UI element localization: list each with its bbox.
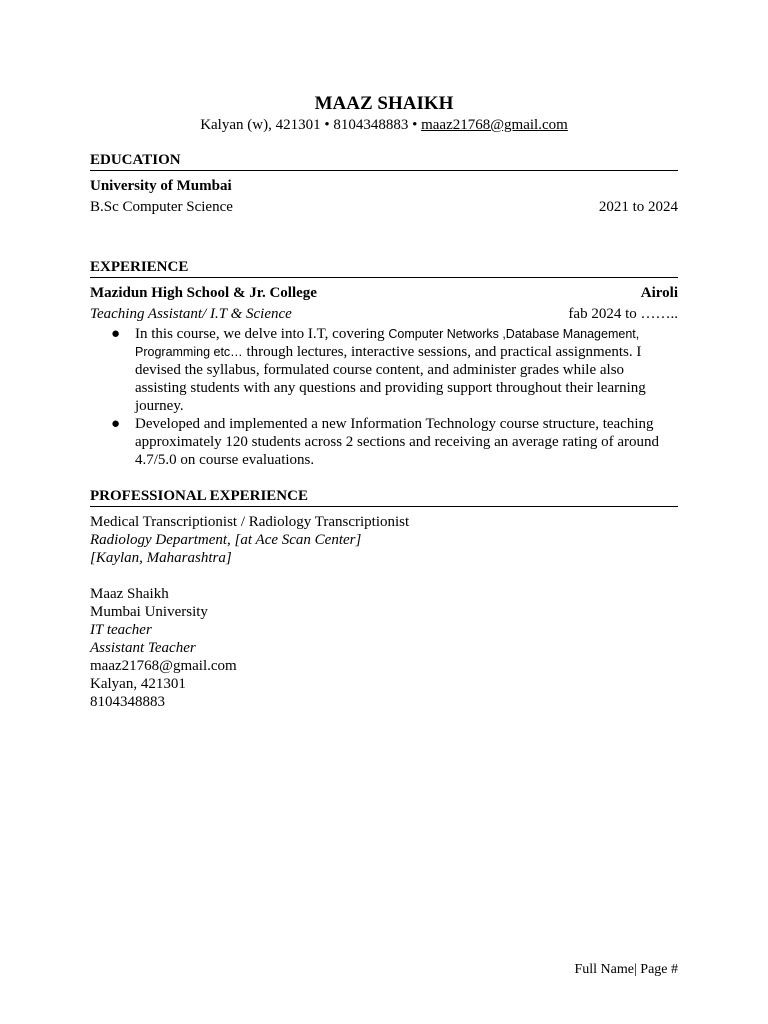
- professional-title: Medical Transcriptionist / Radiology Transcriptionist: [90, 514, 410, 530]
- list-item: [111, 325, 678, 415]
- reference-role1: IT teacher: [90, 622, 152, 638]
- bullet-text-continued: through lectures, interactive sessions, and practical assignments. I devised the syllabus, formulated course content, and administer grades while also assisting students with any questions and providing support throughout their learning journey.: [135, 344, 646, 414]
- education-institution-row: [90, 176, 678, 197]
- bullet-text: Developed and implemented a new Information Technology course structure, teaching approximately 120 students across 2 sections and receiving an average rating of around 4.7/5.0 on course evaluations.: [135, 416, 659, 468]
- candidate-name: MAAZ SHAIKH: [314, 93, 454, 114]
- reference-address: Kalyan, 421301: [90, 676, 186, 692]
- reference-org: Mumbai University: [90, 604, 208, 620]
- experience-heading: EXPERIENCE: [90, 258, 678, 278]
- page-footer: Full Name| Page #: [574, 962, 678, 977]
- experience-role-row: [90, 304, 678, 325]
- experience-org: Mazidun High School & Jr. College: [90, 285, 317, 301]
- education-degree-row: [90, 197, 678, 218]
- education-heading: EDUCATION: [90, 151, 678, 171]
- bullet-icon: ●: [111, 416, 121, 432]
- experience-dates: fab 2024 to ……..: [568, 306, 678, 322]
- reference-name: Maaz Shaikh: [90, 586, 169, 602]
- bullet-text-topics: Computer Networks ,Database Management, Programming etc…: [135, 327, 640, 359]
- experience-location: Airoli: [640, 285, 678, 301]
- resume-page: [90, 92, 678, 711]
- education-institution: University of Mumbai: [90, 178, 232, 194]
- experience-role: Teaching Assistant/ I.T & Science: [90, 306, 292, 322]
- list-item: [111, 415, 678, 469]
- professional-place: [Kaylan, Maharashtra]: [90, 550, 232, 566]
- experience-bullets: [90, 325, 678, 469]
- education-years: 2021 to 2024: [598, 199, 678, 215]
- reference-phone: 8104348883: [90, 694, 165, 710]
- contact-line: [90, 116, 678, 135]
- email-link[interactable]: maaz21768@gmail.com: [421, 117, 568, 133]
- bullet-icon: ●: [111, 326, 121, 342]
- reference-email: maaz21768@gmail.com: [90, 658, 237, 674]
- professional-dept: Radiology Department, [at Ace Scan Center]: [90, 532, 362, 548]
- contact-details: Kalyan (w), 421301 • 8104348883 •: [200, 117, 422, 133]
- experience-org-row: [90, 283, 678, 304]
- bullet-text: In this course, we delve into I.T, covering: [135, 326, 389, 342]
- professional-heading: PROFESSIONAL EXPERIENCE: [90, 487, 678, 507]
- reference-role2: Assistant Teacher: [90, 640, 196, 656]
- education-degree: B.Sc Computer Science: [90, 199, 233, 215]
